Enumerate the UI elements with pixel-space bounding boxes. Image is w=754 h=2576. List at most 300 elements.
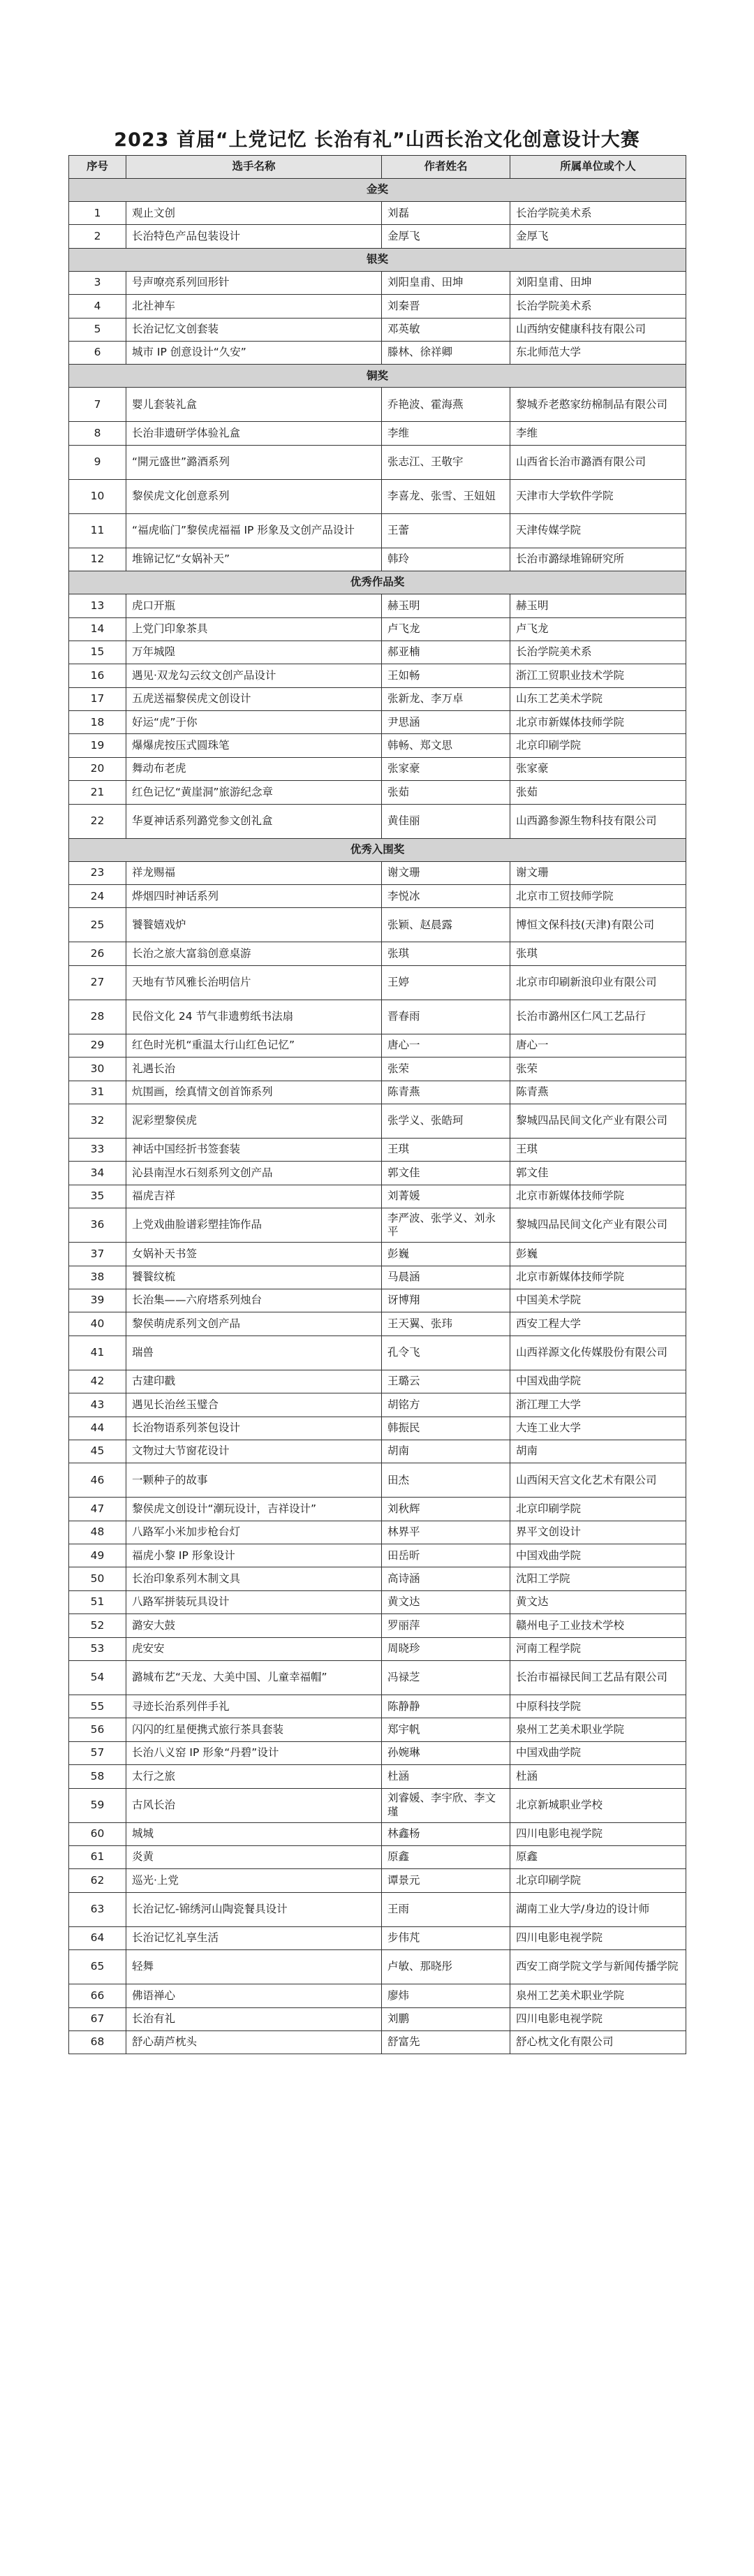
entry-name: 好运“虎”于你 — [126, 711, 382, 734]
affiliation: 大连工业大学 — [510, 1417, 686, 1440]
affiliation: 界平文创设计 — [510, 1521, 686, 1544]
row-number: 5 — [69, 318, 126, 341]
affiliation: 谢文珊 — [510, 861, 686, 884]
author-name: 刘睿媛、李宇欣、李文瑾 — [382, 1788, 510, 1822]
table-row — [69, 1845, 686, 1868]
entry-name: 黎侯萌虎系列文创产品 — [126, 1312, 382, 1335]
affiliation: 北京印刷学院 — [510, 1869, 686, 1892]
author-name: 郑宇帆 — [382, 1718, 510, 1741]
affiliation: 浙江理工大学 — [510, 1393, 686, 1417]
author-name: 孙婉琳 — [382, 1741, 510, 1764]
affiliation: 山东工艺美术学院 — [510, 687, 686, 710]
author-name: 步伟芃 — [382, 1926, 510, 1949]
row-number: 48 — [69, 1521, 126, 1544]
table-row — [69, 1289, 686, 1312]
affiliation: 北京市新媒体技师学院 — [510, 1266, 686, 1289]
author-name: 赫玉明 — [382, 594, 510, 617]
table-row — [69, 804, 686, 838]
author-name: 刘秦晋 — [382, 295, 510, 318]
author-name: 王婷 — [382, 965, 510, 1000]
affiliation: 天津传媒学院 — [510, 513, 686, 548]
row-number: 30 — [69, 1058, 126, 1081]
entry-name: 烨烟四时神话系列 — [126, 885, 382, 908]
row-number: 42 — [69, 1370, 126, 1393]
row-number: 7 — [69, 388, 126, 422]
affiliation: 中国美术学院 — [510, 1289, 686, 1312]
author-name: 孔令飞 — [382, 1335, 510, 1370]
entry-name: 闪闪的红星便携式旅行茶具套装 — [126, 1718, 382, 1741]
affiliation: 卢飞龙 — [510, 617, 686, 641]
author-name: 卢敏、那晓彤 — [382, 1950, 510, 1984]
entry-name: 潞城布艺“天龙、大美中国、儿童幸福帽” — [126, 1661, 382, 1695]
table-row — [69, 664, 686, 687]
row-number: 12 — [69, 548, 126, 571]
entry-name: 潞安大鼓 — [126, 1614, 382, 1637]
entry-name: 佛语禅心 — [126, 1984, 382, 2007]
row-number: 15 — [69, 641, 126, 664]
row-number: 37 — [69, 1243, 126, 1266]
row-number: 68 — [69, 2030, 126, 2054]
table-row — [69, 1081, 686, 1104]
entry-name: 长治八义窑 IP 形象“丹碧”设计 — [126, 1741, 382, 1764]
table-row — [69, 2030, 686, 2054]
row-number: 24 — [69, 885, 126, 908]
row-number: 58 — [69, 1765, 126, 1788]
row-number: 8 — [69, 422, 126, 445]
author-name: 彭巍 — [382, 1243, 510, 1266]
entry-name: 长治印象系列木制文具 — [126, 1567, 382, 1590]
affiliation: 天津市大学软件学院 — [510, 479, 686, 513]
table-row — [69, 1822, 686, 1845]
affiliation: 山西纳安健康科技有限公司 — [510, 318, 686, 341]
author-name: 周晓珍 — [382, 1637, 510, 1660]
row-number: 23 — [69, 861, 126, 884]
affiliation: 长治市潞绿堆锦研究所 — [510, 548, 686, 571]
affiliation: 赣州电子工业技术学校 — [510, 1614, 686, 1637]
row-number: 34 — [69, 1162, 126, 1185]
section-header-row — [69, 838, 686, 861]
affiliation: 东北师范大学 — [510, 341, 686, 364]
entry-name: 祥龙赐福 — [126, 861, 382, 884]
table-row — [69, 1869, 686, 1892]
entry-name: 遇见·双龙勾云纹文创产品设计 — [126, 664, 382, 687]
entry-name: 红色时光机“重温太行山红色记忆” — [126, 1034, 382, 1057]
table-row — [69, 479, 686, 513]
entry-name: 黎侯虎文化创意系列 — [126, 479, 382, 513]
row-number: 29 — [69, 1034, 126, 1057]
author-name: 黄文达 — [382, 1590, 510, 1613]
row-number: 6 — [69, 341, 126, 364]
table-row — [69, 1393, 686, 1417]
entry-name: 古建印戳 — [126, 1370, 382, 1393]
row-number: 36 — [69, 1208, 126, 1243]
table-row — [69, 295, 686, 318]
table-row — [69, 1695, 686, 1718]
author-name: 晋春雨 — [382, 1000, 510, 1034]
affiliation: 北京市新媒体技师学院 — [510, 1185, 686, 1208]
row-number: 16 — [69, 664, 126, 687]
table-row — [69, 861, 686, 884]
entry-name: 红色记忆“黄崖洞”旅游纪念章 — [126, 781, 382, 804]
affiliation: 郭文佳 — [510, 1162, 686, 1185]
table-row — [69, 1950, 686, 1984]
entry-name: 饕餮嬉戏炉 — [126, 908, 382, 942]
entry-name: 寻迹长治系列伴手礼 — [126, 1695, 382, 1718]
entry-name: 泥彩塑黎侯虎 — [126, 1104, 382, 1138]
entry-name: 瑞兽 — [126, 1335, 382, 1370]
table-row — [69, 271, 686, 294]
affiliation: 胡南 — [510, 1440, 686, 1463]
table-row — [69, 1567, 686, 1590]
entry-name: 八路军小米加步枪台灯 — [126, 1521, 382, 1544]
row-number: 32 — [69, 1104, 126, 1138]
affiliation: 四川电影电视学院 — [510, 1822, 686, 1845]
author-name: 胡南 — [382, 1440, 510, 1463]
section-header-row — [69, 179, 686, 202]
affiliation: 北京市新媒体技师学院 — [510, 711, 686, 734]
row-number: 4 — [69, 295, 126, 318]
entry-name: 太行之旅 — [126, 1765, 382, 1788]
author-name: 李悦冰 — [382, 885, 510, 908]
table-row — [69, 1926, 686, 1949]
row-number: 14 — [69, 617, 126, 641]
table-row — [69, 1138, 686, 1161]
row-number: 59 — [69, 1788, 126, 1822]
table-row — [69, 908, 686, 942]
author-name: 刘菁媛 — [382, 1185, 510, 1208]
author-name: 马晨涵 — [382, 1266, 510, 1289]
entry-name: 女娲补天书签 — [126, 1243, 382, 1266]
author-name: 刘阳皇甫、田坤 — [382, 271, 510, 294]
row-number: 46 — [69, 1463, 126, 1498]
affiliation: 张家豪 — [510, 757, 686, 780]
table-row — [69, 341, 686, 364]
entry-name: 上党戏曲脸谱彩塑挂饰作品 — [126, 1208, 382, 1243]
table-row — [69, 1718, 686, 1741]
row-number: 20 — [69, 757, 126, 780]
table-row — [69, 1521, 686, 1544]
author-name: 田岳昕 — [382, 1544, 510, 1567]
table-row — [69, 1892, 686, 1926]
author-name: 原鑫 — [382, 1845, 510, 1868]
entry-name: 礼遇长治 — [126, 1058, 382, 1081]
author-name: 谭景元 — [382, 1869, 510, 1892]
section-header-row — [69, 571, 686, 594]
author-name: 郭文佳 — [382, 1162, 510, 1185]
entry-name: 长治集——六府塔系列烛台 — [126, 1289, 382, 1312]
entry-name: 八路军拼装玩具设计 — [126, 1590, 382, 1613]
author-name: 陈青燕 — [382, 1081, 510, 1104]
affiliation: 西安工商学院文学与新闻传播学院 — [510, 1950, 686, 1984]
row-number: 3 — [69, 271, 126, 294]
table-row — [69, 1034, 686, 1057]
table-row — [69, 202, 686, 225]
table-row — [69, 225, 686, 248]
affiliation: 四川电影电视学院 — [510, 2007, 686, 2030]
affiliation: 长治学院美术系 — [510, 295, 686, 318]
table-row — [69, 422, 686, 445]
table-row — [69, 1984, 686, 2007]
entry-name: 遇见长治丝玉璧合 — [126, 1393, 382, 1417]
entry-name: 北社神车 — [126, 295, 382, 318]
section-title: 银奖 — [69, 248, 686, 271]
table-row — [69, 617, 686, 641]
row-number: 41 — [69, 1335, 126, 1370]
author-name: 李严波、张学义、刘永平 — [382, 1208, 510, 1243]
row-number: 9 — [69, 445, 126, 479]
author-name: 张茹 — [382, 781, 510, 804]
affiliation: 黄文达 — [510, 1590, 686, 1613]
affiliation: 彭巍 — [510, 1243, 686, 1266]
author-name: 韩畅、郑文思 — [382, 734, 510, 757]
row-number: 67 — [69, 2007, 126, 2030]
author-name: 罗丽萍 — [382, 1614, 510, 1637]
affiliation: 泉州工艺美术职业学院 — [510, 1718, 686, 1741]
author-name: 尹思涵 — [382, 711, 510, 734]
author-name: 王蕾 — [382, 513, 510, 548]
author-name: 王琪 — [382, 1138, 510, 1161]
table-row — [69, 2007, 686, 2030]
row-number: 13 — [69, 594, 126, 617]
row-number: 10 — [69, 479, 126, 513]
row-number: 66 — [69, 1984, 126, 2007]
entry-name: 炕围画，绘真情文创首饰系列 — [126, 1081, 382, 1104]
table-row — [69, 942, 686, 965]
entry-name: 长治有礼 — [126, 2007, 382, 2030]
section-header-row — [69, 248, 686, 271]
row-number: 38 — [69, 1266, 126, 1289]
row-number: 63 — [69, 1892, 126, 1926]
table-row — [69, 318, 686, 341]
entry-name: 上党门印象茶具 — [126, 617, 382, 641]
row-number: 31 — [69, 1081, 126, 1104]
entry-name: 长治之旅大富翁创意桌游 — [126, 942, 382, 965]
table-row — [69, 711, 686, 734]
row-number: 51 — [69, 1590, 126, 1613]
affiliation: 黎城四品民间文化产业有限公司 — [510, 1208, 686, 1243]
entry-name: 五虎送福黎侯虎文创设计 — [126, 687, 382, 710]
affiliation: 长治学院美术系 — [510, 202, 686, 225]
table-row — [69, 641, 686, 664]
table-row — [69, 1590, 686, 1613]
table-row — [69, 734, 686, 757]
table-row — [69, 1614, 686, 1637]
row-number: 47 — [69, 1498, 126, 1521]
author-name: 张新龙、李万卓 — [382, 687, 510, 710]
author-name: 韩振民 — [382, 1417, 510, 1440]
table-row — [69, 1788, 686, 1822]
table-row — [69, 1370, 686, 1393]
table-row — [69, 885, 686, 908]
author-name: 王璐云 — [382, 1370, 510, 1393]
entry-name: 巡光·上党 — [126, 1869, 382, 1892]
table-row — [69, 513, 686, 548]
row-number: 35 — [69, 1185, 126, 1208]
row-number: 56 — [69, 1718, 126, 1741]
author-name: 冯禄芝 — [382, 1661, 510, 1695]
entry-name: 长治特色产品包装设计 — [126, 225, 382, 248]
affiliation: 山西潞参源生物科技有限公司 — [510, 804, 686, 838]
affiliation: 中国戏曲学院 — [510, 1741, 686, 1764]
affiliation: 浙江工贸职业技术学院 — [510, 664, 686, 687]
author-name: 刘秋辉 — [382, 1498, 510, 1521]
entry-name: 婴儿套装礼盒 — [126, 388, 382, 422]
entry-name: 民俗文化 24 节气非遗剪纸书法扇 — [126, 1000, 382, 1034]
affiliation: 西安工程大学 — [510, 1312, 686, 1335]
affiliation: 赫玉明 — [510, 594, 686, 617]
author-name: 谢文珊 — [382, 861, 510, 884]
row-number: 44 — [69, 1417, 126, 1440]
affiliation: 北京市印刷新浪印业有限公司 — [510, 965, 686, 1000]
table-row — [69, 1335, 686, 1370]
row-number: 1 — [69, 202, 126, 225]
row-number: 17 — [69, 687, 126, 710]
author-name: 王如畅 — [382, 664, 510, 687]
entry-name: 舞动布老虎 — [126, 757, 382, 780]
affiliation: 四川电影电视学院 — [510, 1926, 686, 1949]
row-number: 62 — [69, 1869, 126, 1892]
affiliation: 原鑫 — [510, 1845, 686, 1868]
author-name: 张志江、王敬宇 — [382, 445, 510, 479]
entry-name: 古风长治 — [126, 1788, 382, 1822]
author-name: 卢飞龙 — [382, 617, 510, 641]
section-title: 优秀作品奖 — [69, 571, 686, 594]
entry-name: 城市 IP 创意设计“久安” — [126, 341, 382, 364]
affiliation: 刘阳皇甫、田坤 — [510, 271, 686, 294]
awards-table — [68, 155, 686, 2054]
entry-name: 一颗种子的故事 — [126, 1463, 382, 1498]
row-number: 49 — [69, 1544, 126, 1567]
affiliation: 黎城乔老憨家纺棉制品有限公司 — [510, 388, 686, 422]
affiliation: 湖南工业大学/身边的设计师 — [510, 1892, 686, 1926]
table-row — [69, 1417, 686, 1440]
entry-name: 福虎小黎 IP 形象设计 — [126, 1544, 382, 1567]
affiliation: 长治市福禄民间工艺品有限公司 — [510, 1661, 686, 1695]
entry-name: 爆爆虎按压式圆珠笔 — [126, 734, 382, 757]
row-number: 22 — [69, 804, 126, 838]
affiliation: 河南工程学院 — [510, 1637, 686, 1660]
author-name: 刘磊 — [382, 202, 510, 225]
table-row — [69, 1637, 686, 1660]
affiliation: 李维 — [510, 422, 686, 445]
row-number: 52 — [69, 1614, 126, 1637]
affiliation: 杜涵 — [510, 1765, 686, 1788]
entry-name: 号声嘹亮系列回形针 — [126, 271, 382, 294]
entry-name: 福虎吉祥 — [126, 1185, 382, 1208]
affiliation: 北京印刷学院 — [510, 1498, 686, 1521]
row-number: 40 — [69, 1312, 126, 1335]
row-number: 39 — [69, 1289, 126, 1312]
column-header: 序号 — [69, 156, 126, 179]
author-name: 王雨 — [382, 1892, 510, 1926]
section-title: 铜奖 — [69, 365, 686, 388]
author-name: 李喜龙、张雪、王妞妞 — [382, 479, 510, 513]
affiliation: 唐心一 — [510, 1034, 686, 1057]
author-name: 陈静静 — [382, 1695, 510, 1718]
table-row — [69, 757, 686, 780]
row-number: 11 — [69, 513, 126, 548]
author-name: 胡铭方 — [382, 1393, 510, 1417]
affiliation: 博恒文保科技(天津)有限公司 — [510, 908, 686, 942]
author-name: 郝亚楠 — [382, 641, 510, 664]
author-name: 高诗涵 — [382, 1567, 510, 1590]
table-row — [69, 445, 686, 479]
section-title: 金奖 — [69, 179, 686, 202]
entry-name: 天地有节风雅长治明信片 — [126, 965, 382, 1000]
row-number: 60 — [69, 1822, 126, 1845]
column-header: 作者姓名 — [382, 156, 510, 179]
entry-name: 炎黄 — [126, 1845, 382, 1868]
affiliation: 泉州工艺美术职业学院 — [510, 1984, 686, 2007]
affiliation: 山西省长治市潞酒有限公司 — [510, 445, 686, 479]
entry-name: “福虎临门”黎侯虎福福 IP 形象及文创产品设计 — [126, 513, 382, 548]
entry-name: 沁县南涅水石刻系列文创产品 — [126, 1162, 382, 1185]
author-name: 舒富先 — [382, 2030, 510, 2054]
affiliation: 中原科技学院 — [510, 1695, 686, 1718]
affiliation: 沈阳工学院 — [510, 1567, 686, 1590]
entry-name: 舒心葫芦枕头 — [126, 2030, 382, 2054]
table-row — [69, 1208, 686, 1243]
author-name: 邓英敏 — [382, 318, 510, 341]
entry-name: 饕餮纹梳 — [126, 1266, 382, 1289]
affiliation: 舒心枕文化有限公司 — [510, 2030, 686, 2054]
row-number: 27 — [69, 965, 126, 1000]
section-title: 优秀入围奖 — [69, 838, 686, 861]
affiliation: 中国戏曲学院 — [510, 1370, 686, 1393]
author-name: 张家豪 — [382, 757, 510, 780]
author-name: 林鑫杨 — [382, 1822, 510, 1845]
table-row — [69, 1312, 686, 1335]
author-name: 金厚飞 — [382, 225, 510, 248]
entry-name: 城城 — [126, 1822, 382, 1845]
entry-name: 轻舞 — [126, 1950, 382, 1984]
table-row — [69, 1765, 686, 1788]
affiliation: 张茹 — [510, 781, 686, 804]
awards-table-body — [69, 156, 686, 2054]
row-number: 19 — [69, 734, 126, 757]
entry-name: 长治非遗研学体验礼盒 — [126, 422, 382, 445]
affiliation: 黎城四品民间文化产业有限公司 — [510, 1104, 686, 1138]
table-row — [69, 1185, 686, 1208]
page-title: 2023 首届“上党记忆 长治有礼”山西长治文化创意设计大赛 — [114, 129, 640, 151]
table-row — [69, 388, 686, 422]
author-name: 张琪 — [382, 942, 510, 965]
affiliation: 中国戏曲学院 — [510, 1544, 686, 1567]
affiliation: 王琪 — [510, 1138, 686, 1161]
affiliation: 金厚飞 — [510, 225, 686, 248]
affiliation: 长治市潞州区仁风工艺品行 — [510, 1000, 686, 1034]
author-name: 廖炜 — [382, 1984, 510, 2007]
entry-name: 观止文创 — [126, 202, 382, 225]
affiliation: 北京新城职业学校 — [510, 1788, 686, 1822]
entry-name: 黎侯虎文创设计“潮玩设计，吉祥设计” — [126, 1498, 382, 1521]
table-row — [69, 687, 686, 710]
table-row — [69, 1498, 686, 1521]
table-row — [69, 1266, 686, 1289]
author-name: 李维 — [382, 422, 510, 445]
entry-name: 华夏神话系列潞党参文创礼盒 — [126, 804, 382, 838]
row-number: 28 — [69, 1000, 126, 1034]
row-number: 18 — [69, 711, 126, 734]
row-number: 61 — [69, 1845, 126, 1868]
author-name: 杜涵 — [382, 1765, 510, 1788]
affiliation: 张琪 — [510, 942, 686, 965]
table-row — [69, 548, 686, 571]
entry-name: 长治记忆-锦绣河山陶瓷餐具设计 — [126, 1892, 382, 1926]
row-number: 64 — [69, 1926, 126, 1949]
entry-name: “開元盛世”潞酒系列 — [126, 445, 382, 479]
table-row — [69, 1162, 686, 1185]
